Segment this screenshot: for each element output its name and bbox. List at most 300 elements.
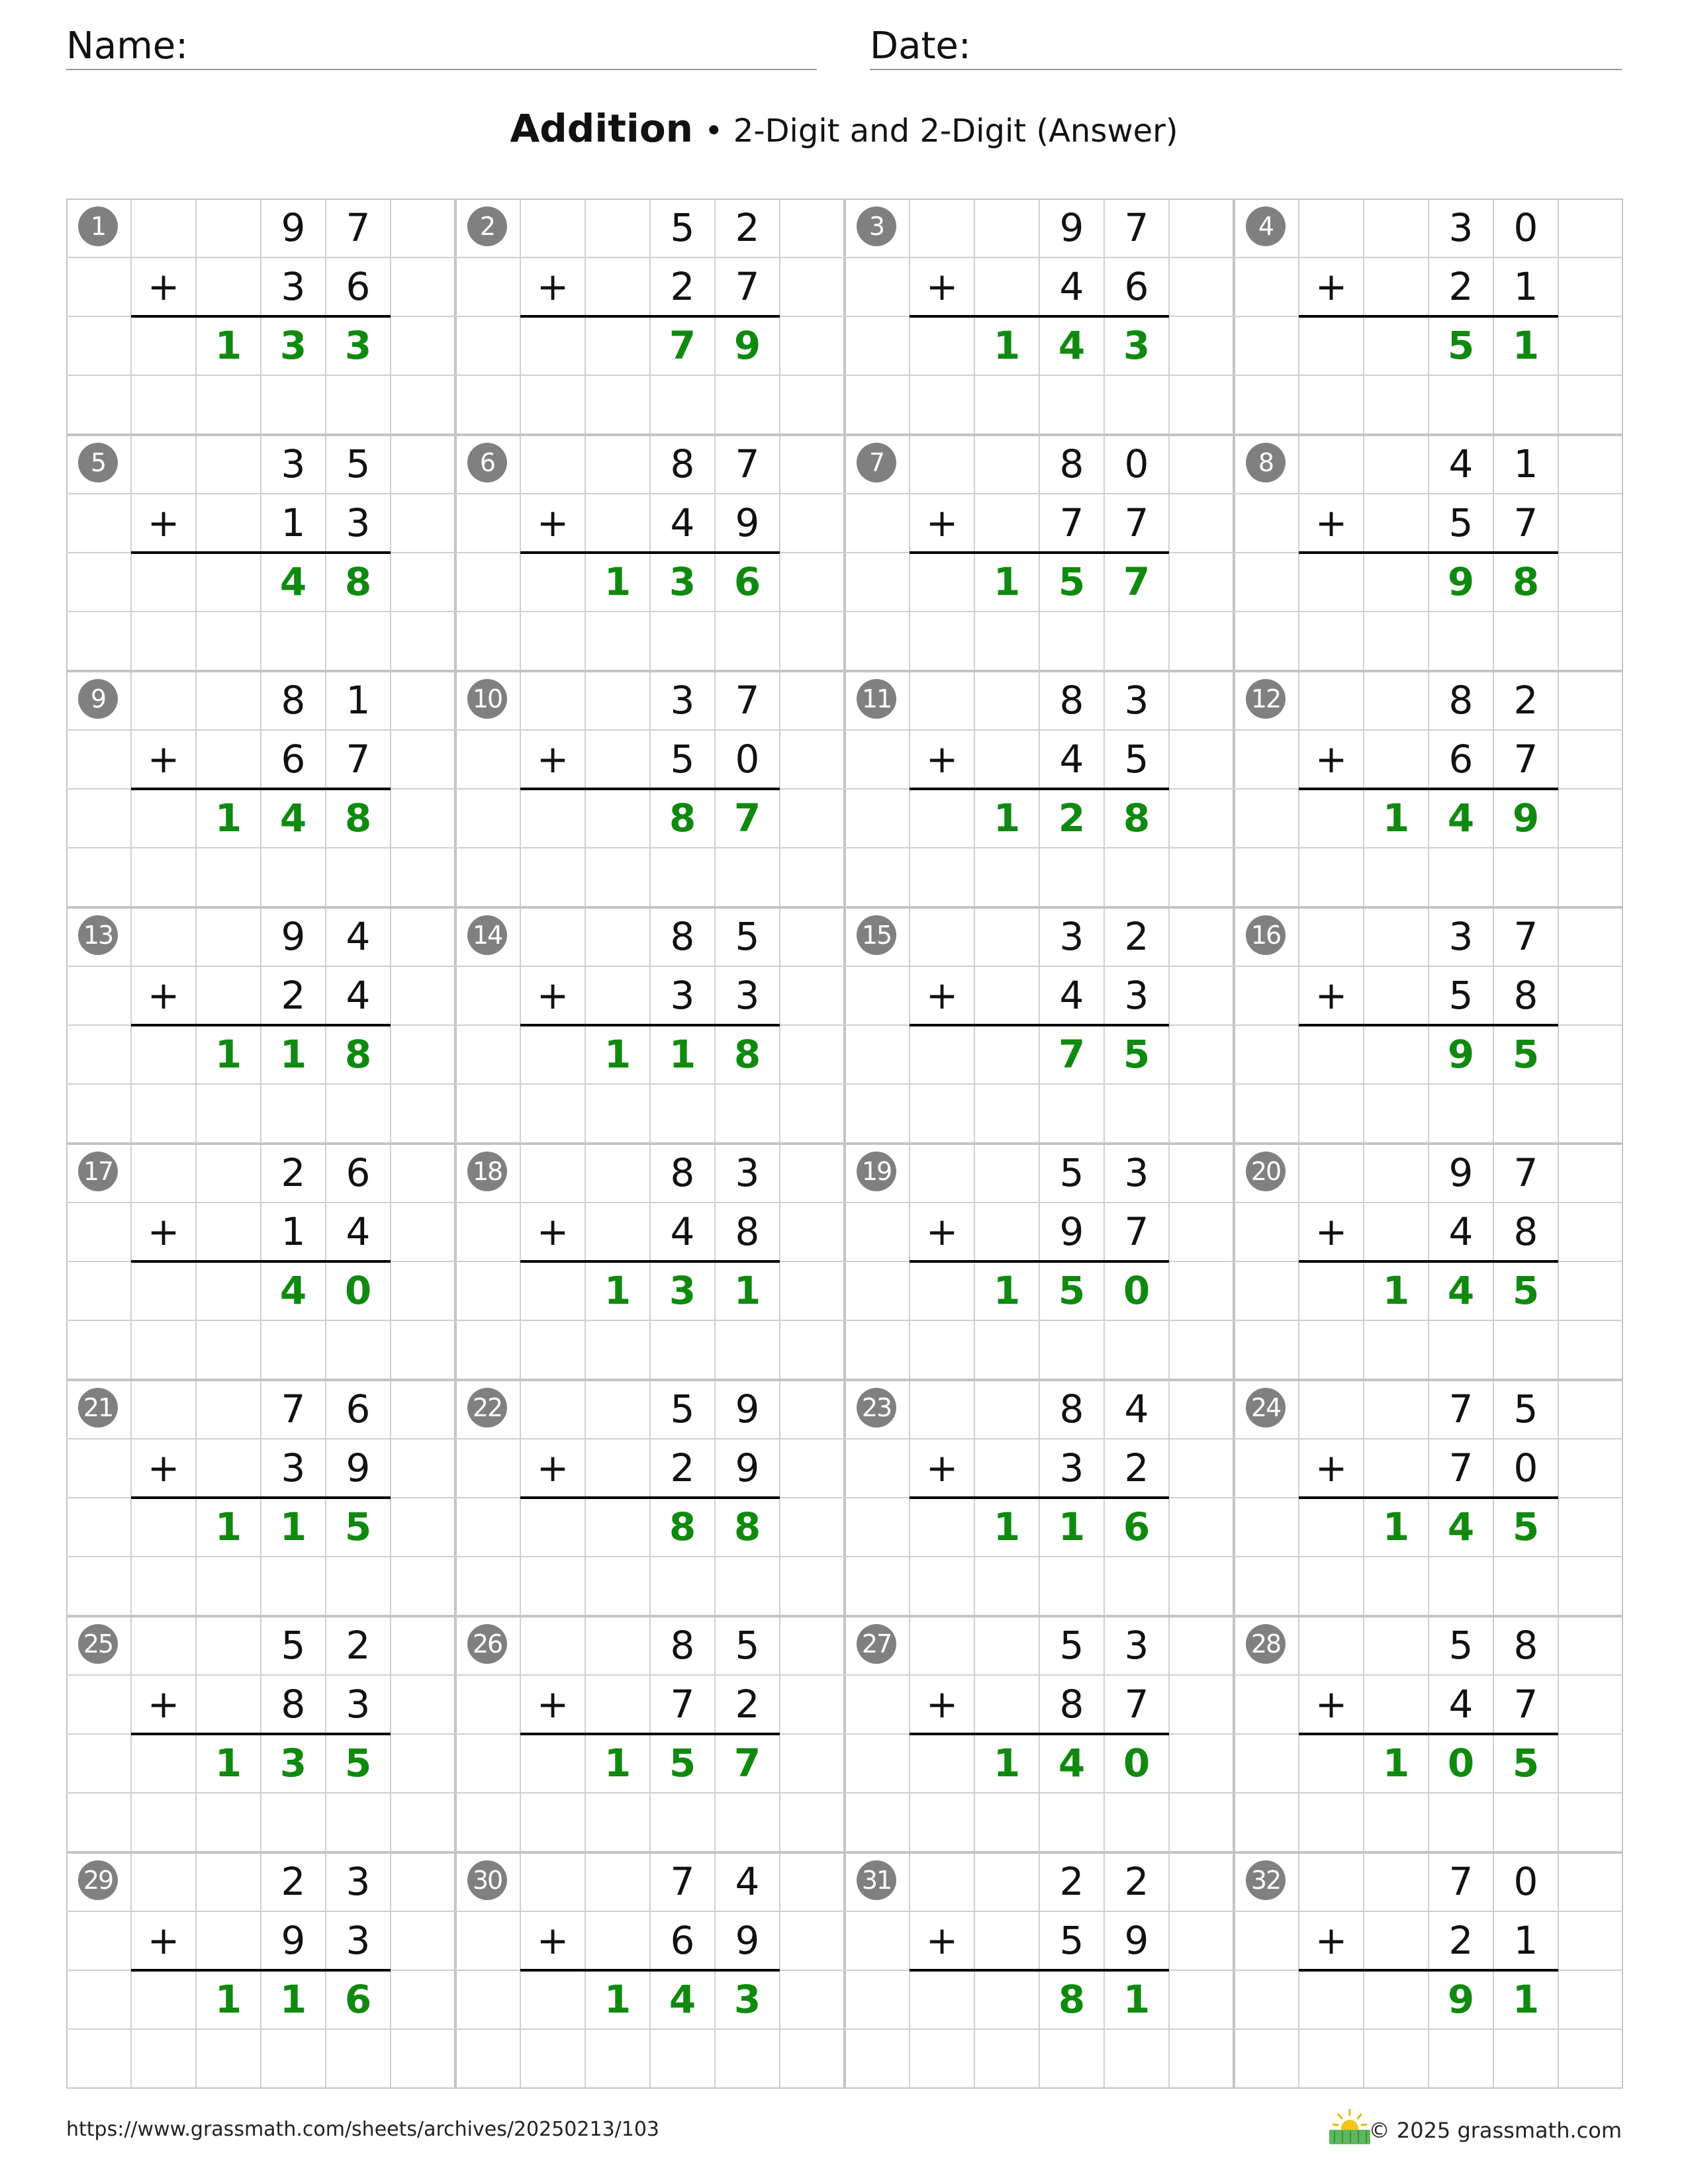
plus-sign: + (925, 1918, 959, 1963)
operand-digit: 4 (735, 1859, 760, 1904)
sum-line (1299, 1024, 1558, 1026)
answer-digit (585, 789, 650, 848)
answer-digit: 5 (669, 1741, 696, 1786)
footer-url[interactable]: https://www.grassmath.com/sheets/archives/20250213/103 (66, 2118, 660, 2141)
problem (66, 1144, 455, 1380)
operand-digit: 2 (670, 264, 695, 309)
answer-digit: 3 (344, 323, 372, 368)
problem-number-badge: 20 (1246, 1152, 1286, 1191)
plus-sign: + (925, 1445, 959, 1490)
answer-digit: 7 (1123, 559, 1150, 604)
operand-digit: 5 (1059, 1150, 1084, 1195)
answer-digit: 3 (733, 1977, 761, 2022)
operand-digit: 0 (1513, 1859, 1538, 1904)
operand-digit: 8 (670, 441, 695, 486)
sum-line (910, 788, 1169, 790)
answer-digit: 5 (344, 1741, 372, 1786)
problem (1234, 435, 1623, 671)
problem (66, 1380, 455, 1616)
answer-digit: 1 (993, 323, 1021, 368)
answer-digit: 1 (214, 1032, 242, 1077)
operand-digit: 0 (1124, 441, 1149, 486)
sum-line (131, 1260, 391, 1263)
sum-line (131, 1733, 391, 1735)
operand-digit: 7 (670, 1859, 695, 1904)
answer-digit: 1 (604, 559, 632, 604)
operand-digit: 1 (1513, 441, 1538, 486)
problem-number-badge: 32 (1246, 1860, 1286, 1900)
operand-digit: 7 (1124, 205, 1149, 250)
problem-number-badge: 27 (857, 1624, 896, 1664)
operand-digit: 7 (1513, 1150, 1538, 1195)
answer-digit: 4 (1447, 796, 1475, 841)
problem-number-badge: 15 (857, 915, 896, 955)
operand-digit: 4 (346, 914, 371, 959)
operand-digit: 4 (1059, 737, 1084, 782)
plus-sign: + (1315, 737, 1348, 782)
operand-digit: 7 (346, 205, 371, 250)
operand-digit: 7 (735, 264, 760, 309)
problem (1234, 671, 1623, 907)
operand-digit: 7 (281, 1387, 306, 1432)
answer-digit: 8 (1123, 796, 1150, 841)
operand-digit: 3 (281, 264, 306, 309)
operand-digit: 8 (1059, 1682, 1084, 1727)
operand-digit: 7 (1124, 500, 1149, 545)
plus-sign: + (1315, 1918, 1348, 1963)
operand-digit: 2 (735, 205, 760, 250)
operand-digit: 9 (346, 1445, 371, 1490)
plus-sign: + (925, 264, 959, 309)
date-label: Date: (870, 24, 971, 68)
problem (845, 1144, 1234, 1380)
answer-digit: 1 (1512, 323, 1540, 368)
operand-digit: 3 (1059, 914, 1084, 959)
answer-digit: 8 (669, 796, 696, 841)
operand-digit: 3 (735, 1150, 760, 1195)
problem (1234, 907, 1623, 1144)
operand-digit: 3 (346, 1859, 371, 1904)
operand-digit: 7 (1448, 1859, 1474, 1904)
operand-digit: 8 (281, 1682, 306, 1727)
answer-digit (585, 1498, 650, 1557)
sum-line (131, 1496, 391, 1499)
plus-sign: + (925, 973, 959, 1018)
problem (845, 435, 1234, 671)
answer-digit: 5 (1512, 1741, 1540, 1786)
answer-digit: 3 (669, 1268, 696, 1313)
problem (1234, 1616, 1623, 1852)
answer-digit: 1 (214, 323, 242, 368)
operand-digit: 3 (1124, 973, 1149, 1018)
problem-number-badge: 26 (467, 1624, 507, 1664)
answer-digit: 8 (1058, 1977, 1086, 2022)
operand-digit: 6 (670, 1918, 695, 1963)
answer-digit: 9 (1447, 559, 1475, 604)
answer-digit: 1 (1058, 1504, 1086, 1549)
operand-digit: 5 (670, 1387, 695, 1432)
answer-digit: 4 (1447, 1504, 1475, 1549)
operand-digit: 2 (281, 1150, 306, 1195)
answer-digit: 5 (1058, 559, 1086, 604)
answer-digit: 1 (993, 1268, 1021, 1313)
operand-digit: 3 (670, 678, 695, 723)
problem (1234, 1852, 1623, 2089)
problem (455, 435, 845, 671)
operand-digit: 8 (1513, 1209, 1538, 1254)
grass-sun-logo-icon (1327, 2109, 1373, 2146)
sum-line (1299, 1969, 1558, 1972)
operand-digit: 3 (1448, 205, 1474, 250)
operand-digit: 8 (1513, 1623, 1538, 1668)
problem (66, 671, 455, 907)
problem-number-badge: 9 (78, 679, 118, 719)
operand-digit: 6 (281, 737, 306, 782)
operand-digit: 3 (346, 500, 371, 545)
plus-sign: + (1315, 500, 1348, 545)
answer-digit: 4 (279, 1268, 307, 1313)
problem (66, 907, 455, 1144)
operand-digit: 2 (1448, 1918, 1474, 1963)
operand-digit: 0 (1513, 205, 1538, 250)
problem-number-badge: 2 (467, 206, 507, 246)
problem-grid (66, 199, 1623, 2089)
problem-number-badge: 14 (467, 915, 507, 955)
plus-sign: + (147, 1209, 180, 1254)
sum-line (520, 1260, 780, 1263)
problem (66, 1616, 455, 1852)
operand-digit: 4 (346, 1209, 371, 1254)
answer-digit: 1 (604, 1032, 632, 1077)
plus-sign: + (925, 1682, 959, 1727)
operand-digit: 2 (281, 1859, 306, 1904)
problem (1234, 199, 1623, 435)
answer-digit: 5 (1123, 1032, 1150, 1077)
sum-line (131, 1969, 391, 1972)
operand-digit: 8 (670, 1623, 695, 1668)
answer-digit (196, 553, 261, 612)
plus-sign: + (147, 973, 180, 1018)
sum-line (520, 1496, 780, 1499)
answer-digit: 1 (214, 1504, 242, 1549)
answer-digit: 1 (1512, 1977, 1540, 2022)
answer-digit: 9 (1512, 796, 1540, 841)
operand-digit: 2 (281, 973, 306, 1018)
operand-digit: 7 (1513, 737, 1538, 782)
operand-digit: 4 (346, 973, 371, 1018)
answer-digit: 4 (279, 559, 307, 604)
operand-digit: 4 (1124, 1387, 1149, 1432)
operand-digit: 3 (281, 1445, 306, 1490)
operand-digit: 8 (1059, 1387, 1084, 1432)
operand-digit: 7 (1513, 914, 1538, 959)
sum-line (910, 315, 1169, 318)
operand-digit: 5 (346, 441, 371, 486)
operand-digit: 3 (1124, 678, 1149, 723)
plus-sign: + (536, 1682, 569, 1727)
plus-sign: + (536, 973, 569, 1018)
title-main: Addition (510, 106, 693, 151)
answer-digit: 0 (1123, 1741, 1150, 1786)
problem-number-badge: 17 (78, 1152, 118, 1191)
operand-digit: 9 (735, 1918, 760, 1963)
problem-number-badge: 28 (1246, 1624, 1286, 1664)
operand-digit: 5 (1448, 1623, 1474, 1668)
answer-digit: 3 (1123, 323, 1150, 368)
answer-digit: 5 (1512, 1268, 1540, 1313)
problem-number-badge: 22 (467, 1388, 507, 1428)
sum-line (1299, 1260, 1558, 1263)
answer-digit: 4 (1058, 323, 1086, 368)
operand-digit: 1 (1513, 1918, 1538, 1963)
plus-sign: + (147, 1682, 180, 1727)
operand-digit: 5 (1448, 500, 1474, 545)
answer-digit: 9 (1447, 1977, 1475, 2022)
problem (455, 1616, 845, 1852)
plus-sign: + (147, 737, 180, 782)
problem (455, 1144, 845, 1380)
operand-digit: 8 (1448, 678, 1474, 723)
operand-digit: 4 (1448, 1682, 1474, 1727)
operand-digit: 7 (346, 737, 371, 782)
problem-number-badge: 31 (857, 1860, 896, 1900)
operand-digit: 0 (735, 737, 760, 782)
answer-digit: 1 (1382, 1741, 1410, 1786)
sum-line (1299, 1733, 1558, 1735)
problem (66, 1852, 455, 2089)
answer-digit (1364, 553, 1429, 612)
name-field[interactable] (66, 20, 817, 70)
problem-number-badge: 19 (857, 1152, 896, 1191)
operand-digit: 7 (1513, 500, 1538, 545)
problem (1234, 1144, 1623, 1380)
operand-digit: 4 (1448, 441, 1474, 486)
answer-digit: 7 (733, 796, 761, 841)
operand-digit: 2 (1124, 914, 1149, 959)
sum-line (131, 315, 391, 318)
problem-number-badge: 23 (857, 1388, 896, 1428)
answer-digit: 8 (669, 1504, 696, 1549)
operand-digit: 6 (346, 264, 371, 309)
operand-digit: 7 (1124, 1209, 1149, 1254)
answer-digit (196, 1261, 261, 1320)
operand-digit: 1 (346, 678, 371, 723)
sum-line (520, 551, 780, 554)
operand-digit: 7 (1513, 1682, 1538, 1727)
answer-digit: 1 (604, 1977, 632, 2022)
sum-line (131, 788, 391, 790)
operand-digit: 6 (1124, 264, 1149, 309)
answer-digit: 9 (733, 323, 761, 368)
operand-digit: 8 (1059, 441, 1084, 486)
answer-digit: 1 (993, 796, 1021, 841)
operand-digit: 3 (1448, 914, 1474, 959)
operand-digit: 0 (1513, 1445, 1538, 1490)
sum-line (910, 1969, 1169, 1972)
operand-digit: 3 (1124, 1150, 1149, 1195)
answer-digit: 1 (604, 1741, 632, 1786)
sum-line (910, 1733, 1169, 1735)
problem-number-badge: 6 (467, 443, 507, 482)
answer-digit: 1 (1123, 1977, 1150, 2022)
plus-sign: + (536, 1209, 569, 1254)
operand-digit: 9 (735, 500, 760, 545)
operand-digit: 3 (1059, 1445, 1084, 1490)
operand-digit: 2 (670, 1445, 695, 1490)
problem (845, 1852, 1234, 2089)
plus-sign: + (536, 1918, 569, 1963)
operand-digit: 8 (735, 1209, 760, 1254)
sum-line (131, 1024, 391, 1026)
operand-digit: 7 (1059, 500, 1084, 545)
answer-digit: 8 (344, 1032, 372, 1077)
operand-digit: 3 (346, 1682, 371, 1727)
problem-number-badge: 13 (78, 915, 118, 955)
operand-digit: 9 (735, 1387, 760, 1432)
sum-line (910, 1496, 1169, 1499)
answer-digit: 3 (279, 323, 307, 368)
answer-digit: 6 (344, 1977, 372, 2022)
answer-digit: 2 (1058, 796, 1086, 841)
answer-digit: 6 (733, 559, 761, 604)
operand-digit: 8 (670, 1150, 695, 1195)
answer-digit: 1 (993, 559, 1021, 604)
problem-number-badge: 5 (78, 443, 118, 482)
plus-sign: + (147, 264, 180, 309)
problem (845, 199, 1234, 435)
answer-digit: 1 (214, 1741, 242, 1786)
plus-sign: + (1315, 1209, 1348, 1254)
problem-number-badge: 11 (857, 679, 896, 719)
worksheet-title (0, 106, 1688, 151)
answer-digit (1364, 1025, 1429, 1084)
sum-line (1299, 315, 1558, 318)
answer-digit: 9 (1447, 1032, 1475, 1077)
problem-number-badge: 18 (467, 1152, 507, 1191)
sum-line (1299, 788, 1558, 790)
answer-digit: 8 (733, 1032, 761, 1077)
problem-number-badge: 25 (78, 1624, 118, 1664)
operand-digit: 5 (735, 1623, 760, 1668)
plus-sign: + (1315, 1682, 1348, 1727)
problem (455, 671, 845, 907)
operand-digit: 5 (735, 914, 760, 959)
answer-digit: 1 (604, 1268, 632, 1313)
problem (66, 199, 455, 435)
operand-digit: 7 (1124, 1682, 1149, 1727)
sum-line (131, 551, 391, 554)
problem-number-badge: 29 (78, 1860, 118, 1900)
problem (66, 435, 455, 671)
operand-digit: 5 (1124, 737, 1149, 782)
plus-sign: + (536, 1445, 569, 1490)
operand-digit: 4 (1059, 973, 1084, 1018)
answer-digit: 1 (279, 1504, 307, 1549)
operand-digit: 1 (1513, 264, 1538, 309)
problem-number-badge: 24 (1246, 1388, 1286, 1428)
answer-digit: 1 (993, 1741, 1021, 1786)
answer-digit: 1 (733, 1268, 761, 1313)
operand-digit: 7 (735, 678, 760, 723)
operand-digit: 5 (281, 1623, 306, 1668)
problem-number-badge: 1 (78, 206, 118, 246)
sum-line (910, 1260, 1169, 1263)
operand-digit: 4 (670, 500, 695, 545)
operand-digit: 2 (1124, 1445, 1149, 1490)
answer-digit (974, 1970, 1039, 2029)
title-subtitle: • 2-Digit and 2-Digit (Answer) (704, 113, 1178, 150)
operand-digit: 7 (1448, 1387, 1474, 1432)
operand-digit: 3 (346, 1918, 371, 1963)
answer-digit: 0 (344, 1268, 372, 1313)
plus-sign: + (536, 737, 569, 782)
answer-digit: 5 (1058, 1268, 1086, 1313)
sum-line (910, 551, 1169, 554)
answer-digit: 7 (669, 323, 696, 368)
answer-digit (974, 1025, 1039, 1084)
operand-digit: 6 (346, 1150, 371, 1195)
operand-digit: 1 (281, 500, 306, 545)
operand-digit: 3 (281, 441, 306, 486)
operand-digit: 3 (670, 973, 695, 1018)
answer-digit: 4 (669, 1977, 696, 2022)
answer-digit (1364, 1970, 1429, 2029)
operand-digit: 1 (281, 1209, 306, 1254)
problem (455, 1380, 845, 1616)
operand-digit: 6 (346, 1387, 371, 1432)
operand-digit: 2 (1059, 1859, 1084, 1904)
answer-digit: 7 (1058, 1032, 1086, 1077)
name-label: Name: (66, 24, 189, 68)
answer-digit: 1 (214, 796, 242, 841)
answer-digit: 1 (669, 1032, 696, 1077)
answer-digit: 1 (1382, 1504, 1410, 1549)
operand-digit: 5 (1513, 1387, 1538, 1432)
operand-digit: 9 (1059, 205, 1084, 250)
problem-number-badge: 30 (467, 1860, 507, 1900)
date-field[interactable] (870, 20, 1622, 70)
operand-digit: 7 (670, 1682, 695, 1727)
footer-copyright: © 2025 grassmath.com (1368, 2118, 1622, 2143)
problem-number-badge: 10 (467, 679, 507, 719)
problem (455, 907, 845, 1144)
answer-digit: 1 (1382, 796, 1410, 841)
answer-digit: 8 (344, 559, 372, 604)
answer-digit: 0 (1447, 1741, 1475, 1786)
problem-number-badge: 8 (1246, 443, 1286, 482)
answer-digit: 4 (1058, 1741, 1086, 1786)
problem (1234, 1380, 1623, 1616)
operand-digit: 9 (281, 914, 306, 959)
problem (455, 199, 845, 435)
sum-line (1299, 1496, 1558, 1499)
problem-number-badge: 12 (1246, 679, 1286, 719)
operand-digit: 2 (1513, 678, 1538, 723)
plus-sign: + (925, 737, 959, 782)
operand-digit: 8 (1513, 973, 1538, 1018)
plus-sign: + (147, 500, 180, 545)
operand-digit: 8 (281, 678, 306, 723)
operand-digit: 7 (735, 441, 760, 486)
answer-digit: 1 (993, 1504, 1021, 1549)
problem-number-badge: 16 (1246, 915, 1286, 955)
sum-line (520, 1969, 780, 1972)
answer-digit: 6 (1123, 1504, 1150, 1549)
answer-digit: 5 (1512, 1032, 1540, 1077)
operand-digit: 9 (1059, 1209, 1084, 1254)
plus-sign: + (536, 264, 569, 309)
answer-digit: 8 (344, 796, 372, 841)
